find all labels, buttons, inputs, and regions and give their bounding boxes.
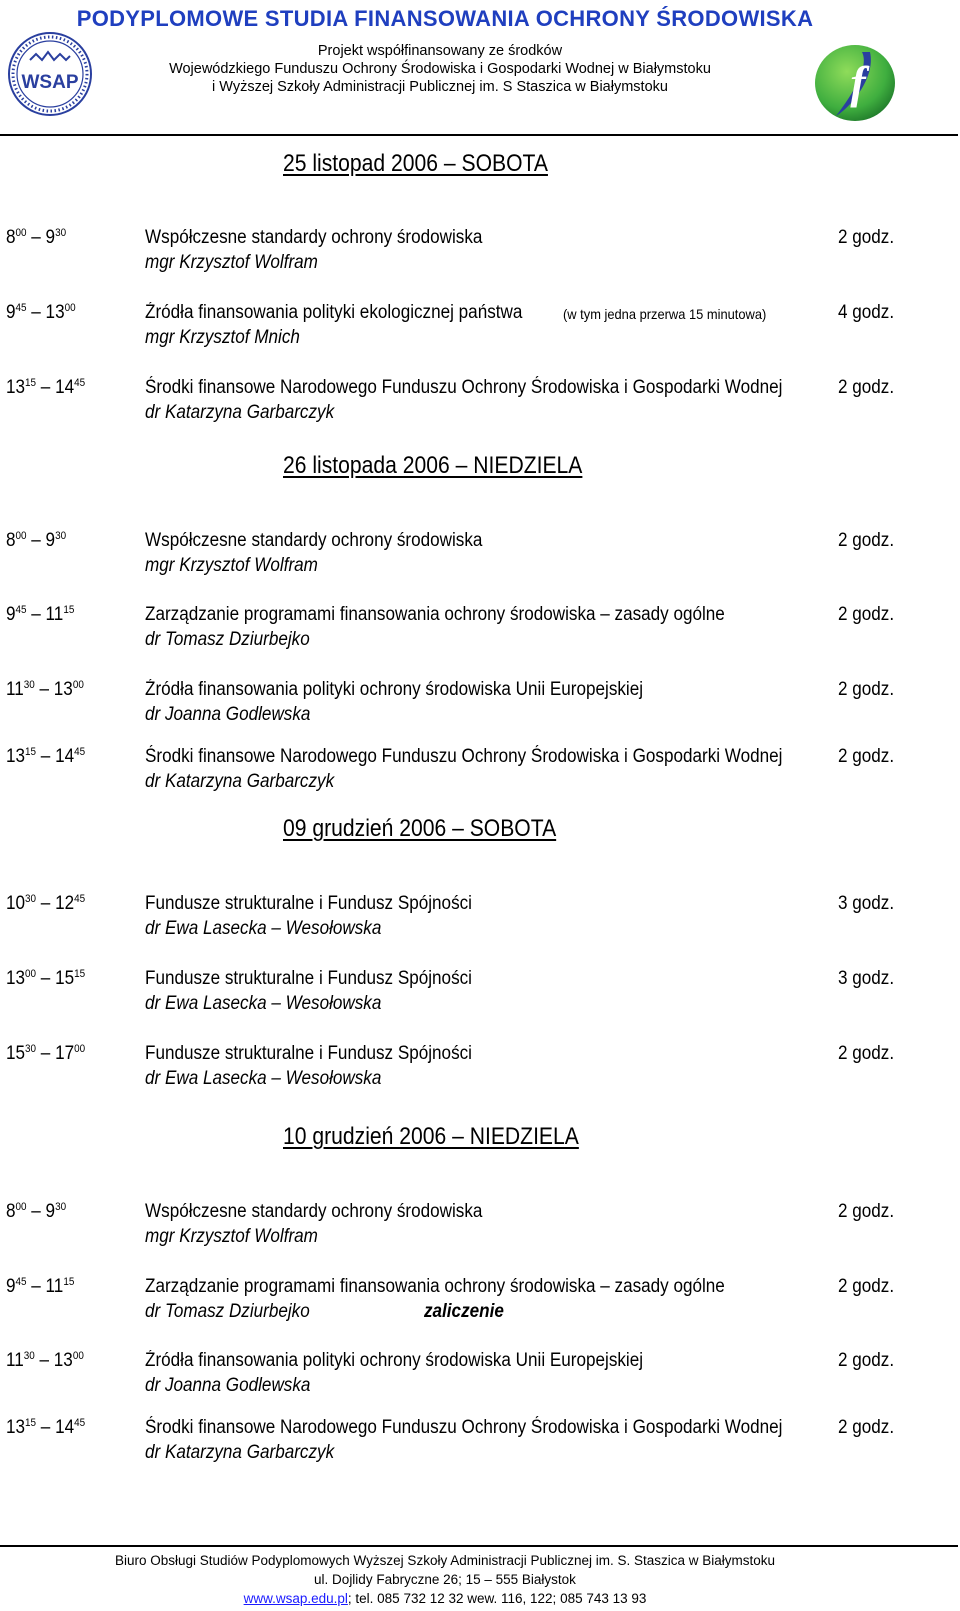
end-hour: 14 xyxy=(55,377,75,398)
time-dash: – xyxy=(36,893,56,914)
lecturer-name: dr Katarzyna Garbarczyk xyxy=(145,402,335,423)
end-minutes: 45 xyxy=(74,893,86,905)
program-title: PODYPLOMOWE STUDIA FINANSOWANIA OCHRONY ŚRODOWISKA xyxy=(76,6,814,31)
time-range xyxy=(6,530,66,552)
course-hours: 2 godz. xyxy=(838,604,895,625)
end-hour: 14 xyxy=(55,746,75,767)
project-info-line-3: i Wyższej Szkoły Administracji Publicznej im. S Staszica w Białymstoku xyxy=(212,79,668,95)
day-heading: 10 grudzień 2006 – NIEDZIELA xyxy=(283,1123,579,1150)
time-range xyxy=(6,679,84,701)
schedule-entry xyxy=(0,746,960,798)
time-dash: – xyxy=(34,1350,54,1371)
course-title: Środki finansowe Narodowego Funduszu Ochrony Środowiska i Gospodarki Wodnej xyxy=(145,1417,783,1438)
day-heading: 09 grudzień 2006 – SOBOTA xyxy=(283,815,557,842)
course-hours: 2 godz. xyxy=(838,746,895,767)
time-range xyxy=(6,302,76,324)
course-title: Fundusze strukturalne i Fundusz Spójności xyxy=(145,893,472,914)
course-title: Środki finansowe Narodowego Funduszu Ochrony Środowiska i Gospodarki Wodnej xyxy=(145,746,783,767)
lecturer-name: mgr Krzysztof Wolfram xyxy=(145,252,318,273)
schedule-entry xyxy=(0,227,960,279)
course-title: Fundusze strukturalne i Fundusz Spójności xyxy=(145,1043,472,1064)
lecturer-name: dr Katarzyna Garbarczyk xyxy=(145,1442,335,1463)
lecturer-name: mgr Krzysztof Wolfram xyxy=(145,555,318,576)
end-hour: 13 xyxy=(45,302,65,323)
time-range xyxy=(6,1201,66,1223)
course-title: Współczesne standardy ochrony środowiska xyxy=(145,530,483,551)
logo-left-text: WSAP xyxy=(21,72,79,93)
schedule-entry xyxy=(0,604,960,656)
lecturer-name: dr Ewa Lasecka – Wesołowska xyxy=(145,993,382,1014)
schedule-entry xyxy=(0,1201,960,1253)
course-hours: 2 godz. xyxy=(838,1201,895,1222)
course-hours: 2 godz. xyxy=(838,1350,895,1371)
project-info xyxy=(100,42,780,96)
start-minutes: 45 xyxy=(15,1276,27,1288)
lecturer-name: mgr Krzysztof Mnich xyxy=(145,327,300,348)
footer-phone: ; tel. 085 732 12 32 wew. 116, 122; 085 743 13 93 xyxy=(347,1591,647,1606)
end-minutes: 15 xyxy=(74,968,86,980)
end-minutes: 30 xyxy=(55,227,67,239)
footer-address: ul. Dojlidy Fabryczne 26; 15 – 555 Białystok xyxy=(314,1572,576,1587)
day-heading: 25 listopad 2006 – SOBOTA xyxy=(283,150,548,177)
schedule-entry xyxy=(0,1350,960,1402)
project-info-line-2: Wojewódzkiego Funduszu Ochrony Środowiska i Gospodarki Wodnej w Białymstoku xyxy=(169,61,711,77)
lecturer-name: mgr Krzysztof Wolfram xyxy=(145,1226,318,1247)
start-minutes: 15 xyxy=(25,377,37,389)
end-hour: 15 xyxy=(55,968,75,989)
time-range xyxy=(6,227,66,249)
course-hours: 2 godz. xyxy=(838,1043,895,1064)
time-dash: – xyxy=(36,746,56,767)
start-hour: 13 xyxy=(6,377,26,398)
start-minutes: 45 xyxy=(15,302,27,314)
start-hour: 8 xyxy=(6,227,16,248)
course-title: Źródła finansowania polityki ochrony środowiska Unii Europejskiej xyxy=(145,1350,644,1371)
end-hour: 12 xyxy=(55,893,75,914)
lecturer-name: dr Joanna Godlewska xyxy=(145,1375,311,1396)
end-hour: 9 xyxy=(45,530,56,551)
time-dash: – xyxy=(36,968,56,989)
time-dash: – xyxy=(36,377,56,398)
end-hour: 11 xyxy=(45,1276,64,1297)
start-hour: 13 xyxy=(6,1417,26,1438)
start-hour: 9 xyxy=(6,1276,16,1297)
start-hour: 9 xyxy=(6,302,16,323)
start-minutes: 15 xyxy=(25,1417,37,1429)
course-hours: 4 godz. xyxy=(838,302,895,323)
start-hour: 11 xyxy=(6,679,24,700)
time-range xyxy=(6,604,74,626)
page-footer xyxy=(0,1551,890,1608)
end-hour: 9 xyxy=(45,227,56,248)
start-hour: 10 xyxy=(6,893,26,914)
start-minutes: 30 xyxy=(25,893,37,905)
course-note: (w tym jedna przerwa 15 minutowa) xyxy=(563,306,767,322)
start-hour: 8 xyxy=(6,1201,16,1222)
course-title: Źródła finansowania polityki ekologicznej państwa xyxy=(145,302,523,323)
end-minutes: 15 xyxy=(63,604,75,616)
schedule-entry xyxy=(0,1417,960,1469)
time-dash: – xyxy=(26,604,46,625)
start-hour: 13 xyxy=(6,746,26,767)
lecturer-name: dr Ewa Lasecka – Wesołowska xyxy=(145,1068,382,1089)
end-hour: 9 xyxy=(45,1201,56,1222)
lecturer-name: dr Tomasz Dziurbejko xyxy=(145,1301,310,1322)
footer-contact xyxy=(0,1589,890,1608)
end-minutes: 00 xyxy=(72,679,84,691)
end-hour: 13 xyxy=(53,679,73,700)
start-minutes: 00 xyxy=(15,227,27,239)
course-hours: 3 godz. xyxy=(838,893,895,914)
course-hours: 2 godz. xyxy=(838,227,895,248)
end-minutes: 00 xyxy=(74,1043,86,1055)
course-title: Środki finansowe Narodowego Funduszu Ochrony Środowiska i Gospodarki Wodnej xyxy=(145,377,783,398)
time-range xyxy=(6,377,85,399)
wsap-logo xyxy=(6,30,94,118)
time-dash: – xyxy=(36,1417,56,1438)
time-dash: – xyxy=(26,227,46,248)
end-hour: 13 xyxy=(53,1350,73,1371)
lecturer-name: dr Tomasz Dziurbejko xyxy=(145,629,310,650)
website-link[interactable]: www.wsap.edu.pl xyxy=(243,1591,348,1606)
course-hours: 2 godz. xyxy=(838,1276,895,1297)
time-range xyxy=(6,746,85,768)
course-title: Współczesne standardy ochrony środowiska xyxy=(145,227,483,248)
schedule-entry xyxy=(0,968,960,1020)
start-minutes: 30 xyxy=(23,679,35,691)
footer-divider xyxy=(0,1545,958,1547)
time-range xyxy=(6,1043,85,1065)
course-title: Źródła finansowania polityki ochrony środowiska Unii Europejskiej xyxy=(145,679,644,700)
time-range xyxy=(6,1276,74,1298)
course-hours: 2 godz. xyxy=(838,377,895,398)
start-hour: 11 xyxy=(6,1350,24,1371)
course-hours: 2 godz. xyxy=(838,1417,895,1438)
time-dash: – xyxy=(36,1043,56,1064)
time-range xyxy=(6,1417,85,1439)
time-dash: – xyxy=(34,679,54,700)
end-minutes: 30 xyxy=(55,1201,67,1213)
end-minutes: 00 xyxy=(72,1350,84,1362)
end-minutes: 15 xyxy=(63,1276,75,1288)
start-minutes: 30 xyxy=(25,1043,37,1055)
end-hour: 14 xyxy=(55,1417,75,1438)
start-hour: 15 xyxy=(6,1043,26,1064)
course-hours: 3 godz. xyxy=(838,968,895,989)
course-hours: 2 godz. xyxy=(838,679,895,700)
start-minutes: 00 xyxy=(25,968,37,980)
schedule-entry xyxy=(0,302,960,354)
lecturer-name: dr Joanna Godlewska xyxy=(145,704,311,725)
start-hour: 9 xyxy=(6,604,16,625)
course-title: Zarządzanie programami finansowania ochrony środowiska – zasady ogólne xyxy=(145,1276,725,1297)
course-title: Fundusze strukturalne i Fundusz Spójności xyxy=(145,968,472,989)
exam-note: zaliczenie xyxy=(424,1301,504,1322)
start-minutes: 15 xyxy=(25,746,37,758)
time-range xyxy=(6,968,85,990)
project-info-line-1: Projekt współfinansowany ze środków xyxy=(317,43,563,59)
course-title: Zarządzanie programami finansowania ochrony środowiska – zasady ogólne xyxy=(145,604,725,625)
time-range xyxy=(6,893,85,915)
course-hours: 2 godz. xyxy=(838,530,895,551)
end-minutes: 45 xyxy=(74,377,86,389)
schedule-entry xyxy=(0,1276,960,1328)
course-title: Współczesne standardy ochrony środowiska xyxy=(145,1201,483,1222)
header-divider xyxy=(0,134,958,136)
time-dash: – xyxy=(26,1276,46,1297)
schedule-entry xyxy=(0,530,960,582)
end-hour: 11 xyxy=(45,604,64,625)
end-minutes: 45 xyxy=(74,746,86,758)
end-hour: 17 xyxy=(55,1043,75,1064)
logo-right-text: f xyxy=(850,57,866,108)
end-minutes: 00 xyxy=(64,302,76,314)
time-dash: – xyxy=(26,530,46,551)
lecturer-name: dr Katarzyna Garbarczyk xyxy=(145,771,335,792)
end-minutes: 30 xyxy=(55,530,67,542)
day-heading: 26 listopada 2006 – NIEDZIELA xyxy=(283,452,583,479)
start-minutes: 00 xyxy=(15,1201,27,1213)
footer-office: Biuro Obsługi Studiów Podyplomowych Wyższej Szkoły Administracji Publicznej im. S. Staszica w Białymstoku xyxy=(114,1553,776,1568)
start-minutes: 00 xyxy=(15,530,27,542)
fund-logo xyxy=(810,38,900,128)
schedule-entry xyxy=(0,1043,960,1095)
schedule-entry xyxy=(0,377,960,429)
start-hour: 13 xyxy=(6,968,26,989)
lecturer-name: dr Ewa Lasecka – Wesołowska xyxy=(145,918,382,939)
start-minutes: 30 xyxy=(23,1350,35,1362)
time-range xyxy=(6,1350,84,1372)
start-hour: 8 xyxy=(6,530,16,551)
time-dash: – xyxy=(26,302,46,323)
start-minutes: 45 xyxy=(15,604,27,616)
end-minutes: 45 xyxy=(74,1417,86,1429)
schedule-entry xyxy=(0,893,960,945)
time-dash: – xyxy=(26,1201,46,1222)
schedule-entry xyxy=(0,679,960,731)
